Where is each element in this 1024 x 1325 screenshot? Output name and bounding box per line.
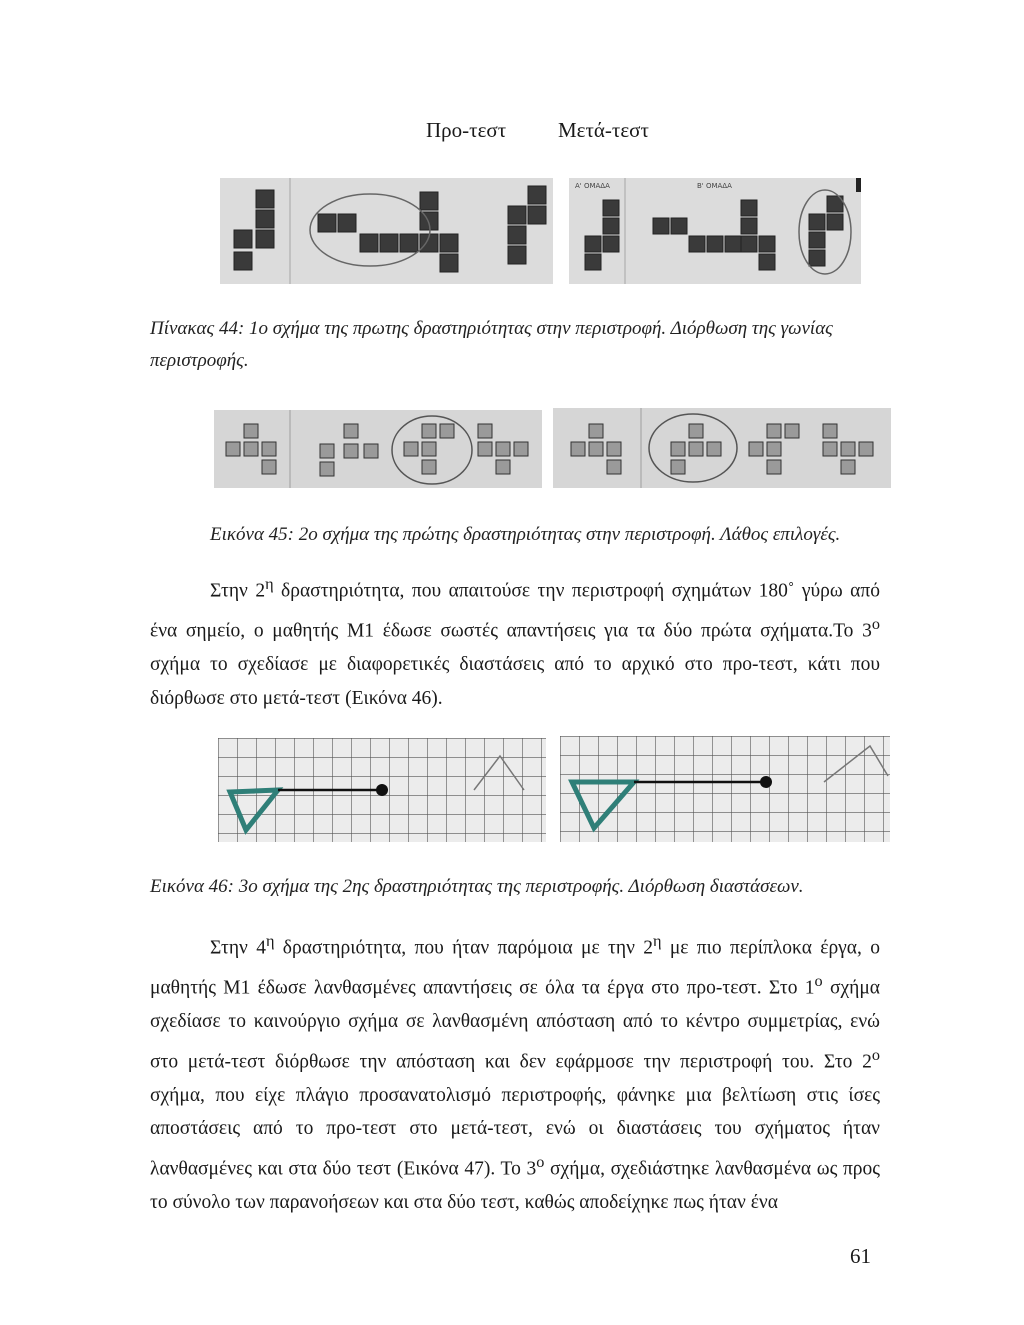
paragraph-2-sup-b: η (652, 932, 662, 950)
paragraph-2-sup-e: ο (536, 1152, 545, 1171)
paragraph-2-text-f: σχήμα, σχεδιάστηκε λανθασμένα ως προς το σύνολο των παρανοήσεων και στα δύο τεστ, καθώς αποδείχηκε πως ήταν ένα (150, 1158, 880, 1213)
paragraph-2-sup-c: ο (814, 972, 823, 990)
paragraph-2-text-e: σχήμα, που είχε πλάγιο προσανατολισμό περιστροφής, φάνηκε μια βελτίωση στις ίσες αποστάσεις από το προ-τεστ στο μετά-τεστ, ενώ οι διαστάσεις του σχήματος ήταν λανθασμένες και στα δύο τεστ (Εικόνα 47). Το 3 (150, 1084, 880, 1179)
figure-3-pre-test (218, 738, 546, 842)
pre-test-label: Προ-τεστ (426, 118, 507, 142)
figure-1-caption-line-2: περιστροφής. (150, 350, 249, 371)
paragraph-1-text-c: σχήμα το σχεδίασε με διαφορετικές διαστάσεις από το αρχικό στο προ-τεστ, κάτι που διόρθωσε στο μετά-τεστ (Εικόνα 46). (150, 654, 880, 709)
paragraph-2-text-b: δραστηριότητα, που ήταν παρόμοια με την 2 (274, 937, 653, 959)
paragraph-2-sup-d: ο (871, 1045, 880, 1064)
figure-3-post-test (560, 736, 890, 842)
figure-2-caption: Εικόνα 45: 2ο σχήμα της πρώτης δραστηριότητας στην περιστροφή. Λάθος επιλογές. (210, 524, 841, 545)
paragraph-1-text-a: Στην 2 (210, 580, 266, 602)
figure-1-caption-line-1: Πίνακας 44: 1ο σχήμα της πρωτης δραστηριότητας στην περιστροφή. Διόρθωση της γωνίας (150, 318, 833, 339)
figure-1-post-test (569, 178, 861, 284)
post-test-label: Μετά-τεστ (558, 118, 649, 142)
paragraph-1-sup-a: η (265, 575, 274, 593)
page-number: 61 (850, 1244, 871, 1268)
paragraph-2-text-d: σχήμα σχεδίασε το καινούργιο σχήμα σε λανθασμένη απόσταση από το κέντρο συμμετρίας, ενώ στο μετά-τεστ διόρθωσε την απόσταση και δεν εφάρμοσε την περιστροφή του. Στο 2 (150, 977, 880, 1072)
figure-2-pre-test (214, 410, 542, 488)
paragraph-2-text-a: Στην 4 (210, 937, 266, 959)
paragraph-1-sup-b: ο (871, 615, 880, 633)
paragraph-2-sup-a: η (265, 932, 275, 950)
paragraph-2 (150, 925, 880, 1219)
figure-2-post-test (553, 408, 891, 488)
figure-1-pre-test (220, 178, 553, 284)
figure-3-caption: Εικόνα 46: 3ο σχήμα της 2ης δραστηριότητας της περιστροφής. Διόρθωση διαστάσεων. (150, 876, 804, 897)
paragraph-1 (150, 568, 880, 715)
group-a-label: A' ΟΜΑΔΑ (575, 182, 610, 190)
paragraph-1-text-b: δραστηριότητα, που απαιτούσε την περιστροφή σχημάτων 180˚ γύρω από ένα σημείο, ο μαθητής Μ1 έδωσε σωστές απαντήσεις για τα δύο πρώτα σχήματα.Το 3 (150, 580, 880, 642)
paragraph-2-text-c: με πιο περίπλοκα έργα, ο μαθητής Μ1 έδωσε λανθασμένες απαντήσεις σε όλα τα έργα στο προ-τεστ. Στο 1 (150, 937, 880, 999)
group-b-label: B' ΟΜΑΔΑ (697, 182, 732, 190)
